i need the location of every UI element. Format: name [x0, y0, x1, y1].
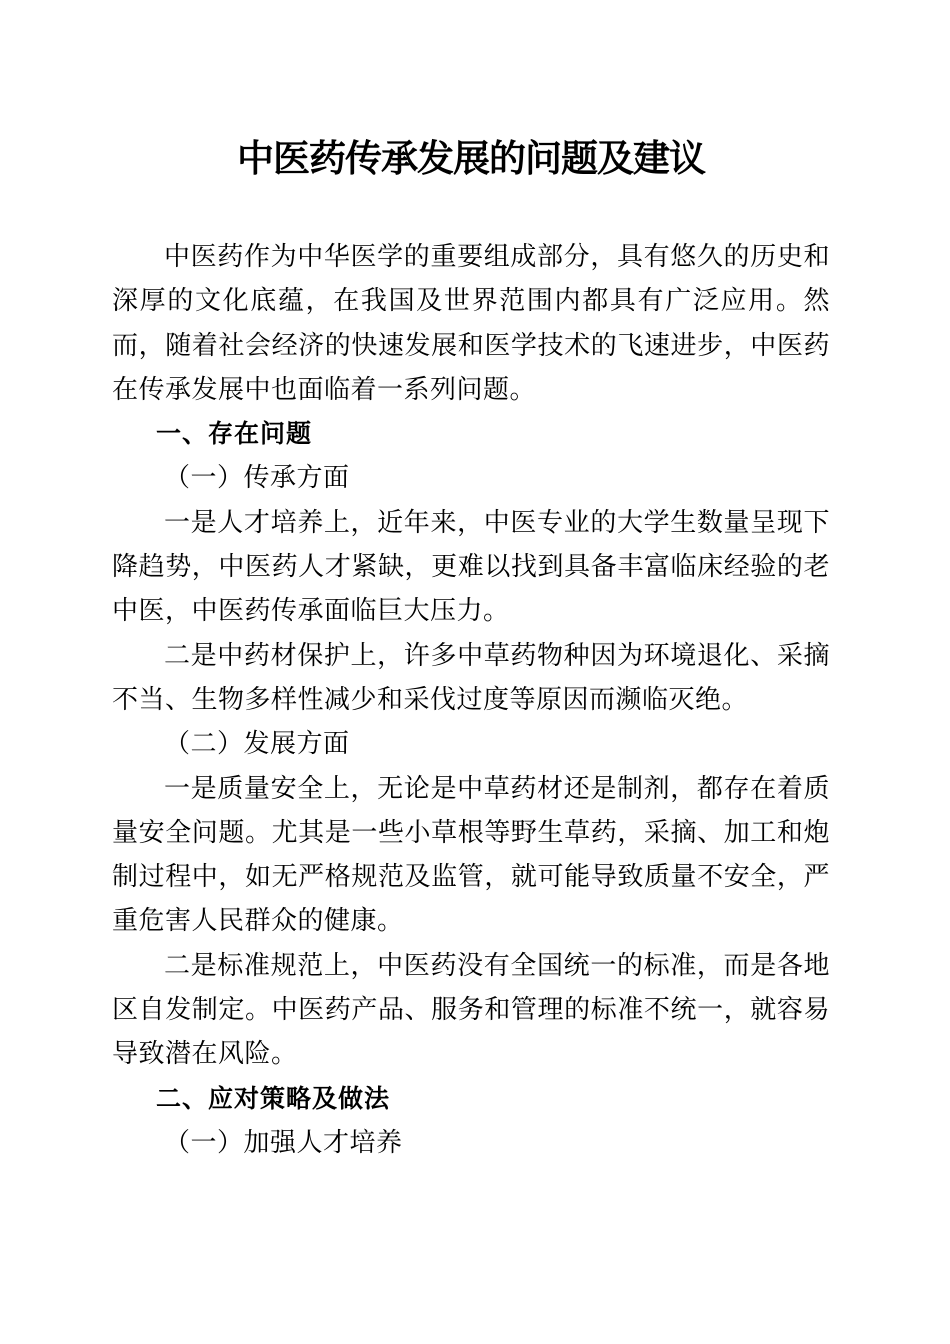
document-content: [112, 138, 830, 1165]
section-1-paragraph-3: 一是质量安全上，无论是中草药材还是制剂，都存在着质量安全问题。尤其是一些小草根等野生草药，采摘、加工和炮制过程中，如无严格规范及监管，就可能导致质量不安全，严重危害人民群众的健康。: [112, 773, 830, 936]
section-1-heading: 一、存在问题: [156, 420, 313, 449]
section-2-heading: 二、应对策略及做法: [156, 1084, 391, 1113]
document-title: 中医药传承发展的问题及建议: [237, 139, 705, 180]
intro-paragraph: 中医药作为中华医学的重要组成部分，具有悠久的历史和深厚的文化底蕴，在我国及世界范围内都具有广泛应用。然而，随着社会经济的快速发展和医学技术的飞速进步，中医药在传承发展中也面临着一系列问题。: [112, 242, 830, 404]
section-1-subheading-2: （二）发展方面: [164, 729, 350, 759]
section-1-paragraph-1: 一是人才培养上，近年来，中医专业的大学生数量呈现下降趋势，中医药人才紧缺，更难以找到具备丰富临床经验的老中医，中医药传承面临巨大压力。: [112, 507, 830, 626]
section-1-paragraph-2: 二是中药材保护上，许多中草药物种因为环境退化、采摘不当、生物多样性减少和采伐过度等原因而濒临灭绝。: [112, 640, 830, 714]
section-1-paragraph-4: 二是标准规范上，中医药没有全国统一的标准，而是各地区自发制定。中医药产品、服务和管理的标准不统一，就容易导致潜在风险。: [112, 950, 830, 1069]
section-2-subheading-1: （一）加强人才培养: [164, 1127, 403, 1157]
section-1-subheading-1: （一）传承方面: [164, 463, 350, 493]
